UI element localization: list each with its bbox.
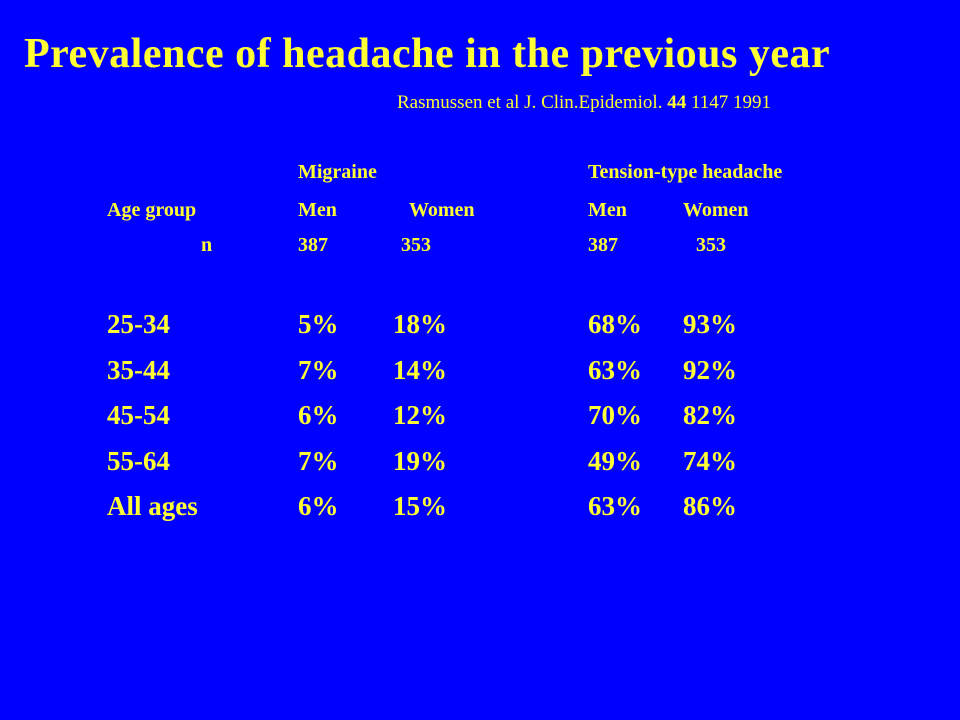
value-cell: 18% bbox=[393, 309, 447, 339]
n-value-tension-women: 353 bbox=[696, 234, 726, 256]
age-group-cell: 25-34 bbox=[107, 309, 170, 339]
citation bbox=[397, 92, 771, 114]
value-cell: 12% bbox=[393, 400, 447, 430]
age-group-cell: 35-44 bbox=[107, 355, 170, 385]
value-cell: 14% bbox=[393, 355, 447, 385]
value-cell: 74% bbox=[683, 446, 737, 476]
value-cell: 70% bbox=[588, 400, 642, 430]
value-cell: 6% bbox=[298, 400, 339, 430]
n-value-migraine-women: 353 bbox=[401, 234, 431, 256]
value-cell: 5% bbox=[298, 309, 339, 339]
age-group-cell: 55-64 bbox=[107, 446, 170, 476]
value-cell: 63% bbox=[588, 355, 642, 385]
column-header-tension-men: Men bbox=[588, 199, 627, 221]
citation-volume: 44 bbox=[667, 92, 687, 113]
n-value-tension-men: 387 bbox=[588, 234, 618, 256]
column-header-migraine-women: Women bbox=[409, 199, 475, 221]
column-header-migraine-men: Men bbox=[298, 199, 337, 221]
group-header-migraine: Migraine bbox=[298, 161, 377, 183]
age-group-cell: All ages bbox=[107, 491, 198, 521]
value-cell: 63% bbox=[588, 491, 642, 521]
value-cell: 15% bbox=[393, 491, 447, 521]
value-cell: 68% bbox=[588, 309, 642, 339]
n-value-migraine-men: 387 bbox=[298, 234, 328, 256]
value-cell: 92% bbox=[683, 355, 737, 385]
row-label-header: Age group bbox=[107, 199, 197, 221]
age-group-cell: 45-54 bbox=[107, 400, 170, 430]
value-cell: 49% bbox=[588, 446, 642, 476]
value-cell: 86% bbox=[683, 491, 737, 521]
citation-pages-year: 1147 1991 bbox=[690, 92, 771, 113]
value-cell: 7% bbox=[298, 355, 339, 385]
value-cell: 19% bbox=[393, 446, 447, 476]
value-cell: 7% bbox=[298, 446, 339, 476]
n-label: n bbox=[201, 234, 213, 256]
value-cell: 93% bbox=[683, 309, 737, 339]
value-cell: 6% bbox=[298, 491, 339, 521]
column-header-tension-women: Women bbox=[683, 199, 749, 221]
value-cell: 82% bbox=[683, 400, 737, 430]
slide-title: Prevalence of headache in the previous year bbox=[24, 31, 831, 77]
group-header-tension-type: Tension-type headache bbox=[588, 161, 783, 183]
citation-text: Rasmussen et al J. Clin.Epidemiol. bbox=[397, 92, 663, 113]
